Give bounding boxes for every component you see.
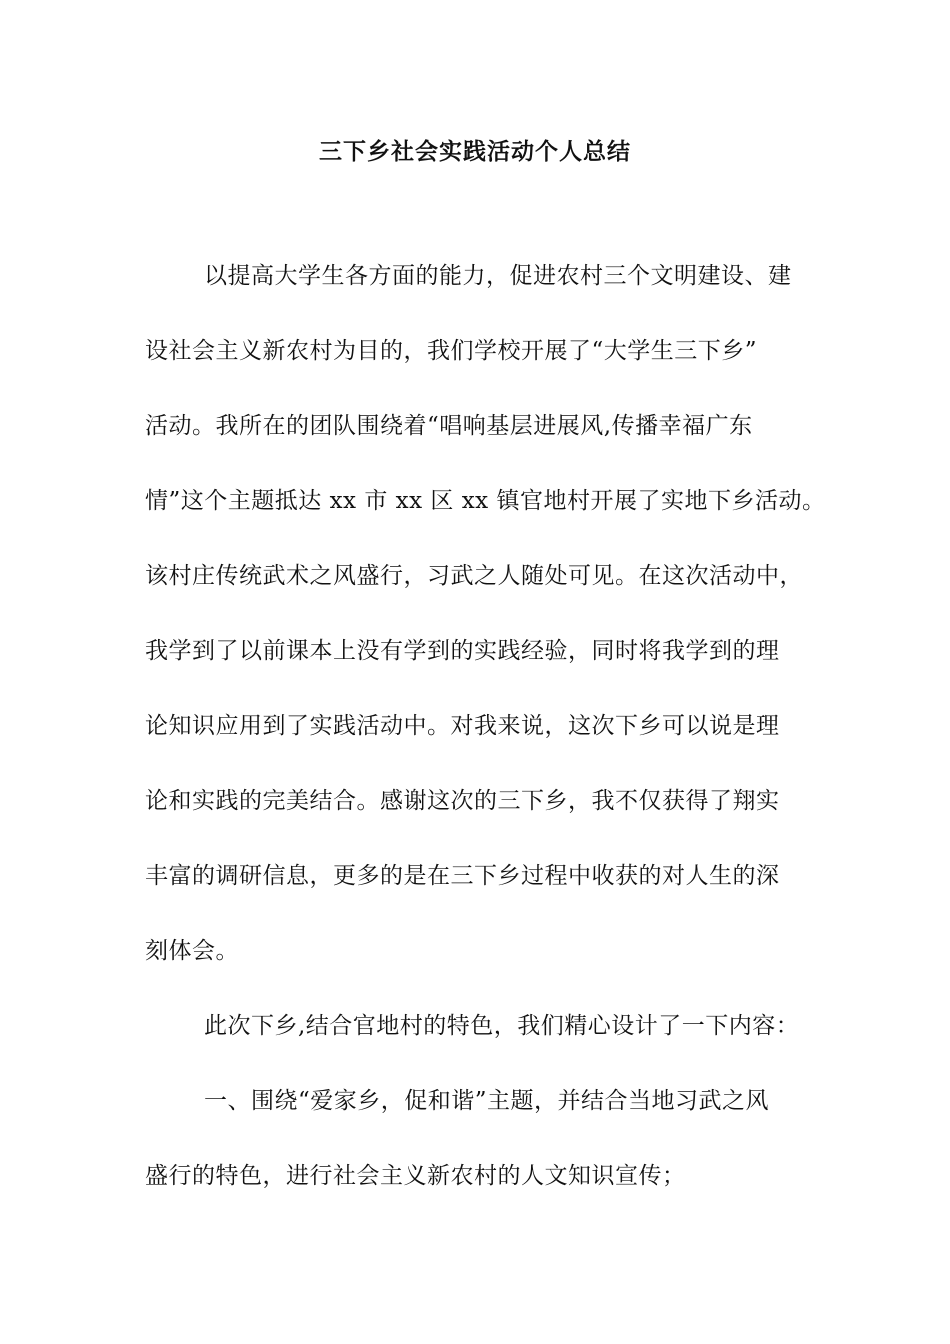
paragraph-line: 丰富的调研信息，更多的是在三下乡过程中收获的对人生的深 xyxy=(145,863,780,889)
paragraph-line: 我学到了以前课本上没有学到的实践经验，同时将我学到的理 xyxy=(145,638,780,664)
paragraph-line: 情”这个主题抵达 xx 市 xx 区 xx 镇官地村开展了实地下乡活动。 xyxy=(145,488,826,514)
paragraph-line: 该村庄传统武术之风盛行，习武之人随处可见。在这次活动中， xyxy=(145,563,803,589)
paragraph-line: 论知识应用到了实践活动中。对我来说，这次下乡可以说是理 xyxy=(145,713,780,739)
paragraph-line: 此次下乡,结合官地村的特色，我们精心设计了一下内容： xyxy=(204,1013,800,1039)
paragraph-line: 论和实践的完美结合。感谢这次的三下乡，我不仅获得了翔实 xyxy=(145,788,780,814)
paragraph-line: 刻体会。 xyxy=(145,938,239,964)
document-title: 三下乡社会实践活动个人总结 xyxy=(319,139,631,165)
paragraph-line: 一、围绕“爱家乡，促和谐”主题，并结合当地习武之风 xyxy=(204,1088,770,1114)
paragraph-line: 盛行的特色，进行社会主义新农村的人文知识宣传； xyxy=(145,1163,686,1189)
paragraph-line: 活动。我所在的团队围绕着“唱响基层进展风,传播幸福广东 xyxy=(145,413,753,439)
paragraph-line: 设社会主义新农村为目的，我们学校开展了“大学生三下乡” xyxy=(145,338,758,364)
paragraph-line: 以提高大学生各方面的能力，促进农村三个文明建设、建 xyxy=(204,263,792,289)
